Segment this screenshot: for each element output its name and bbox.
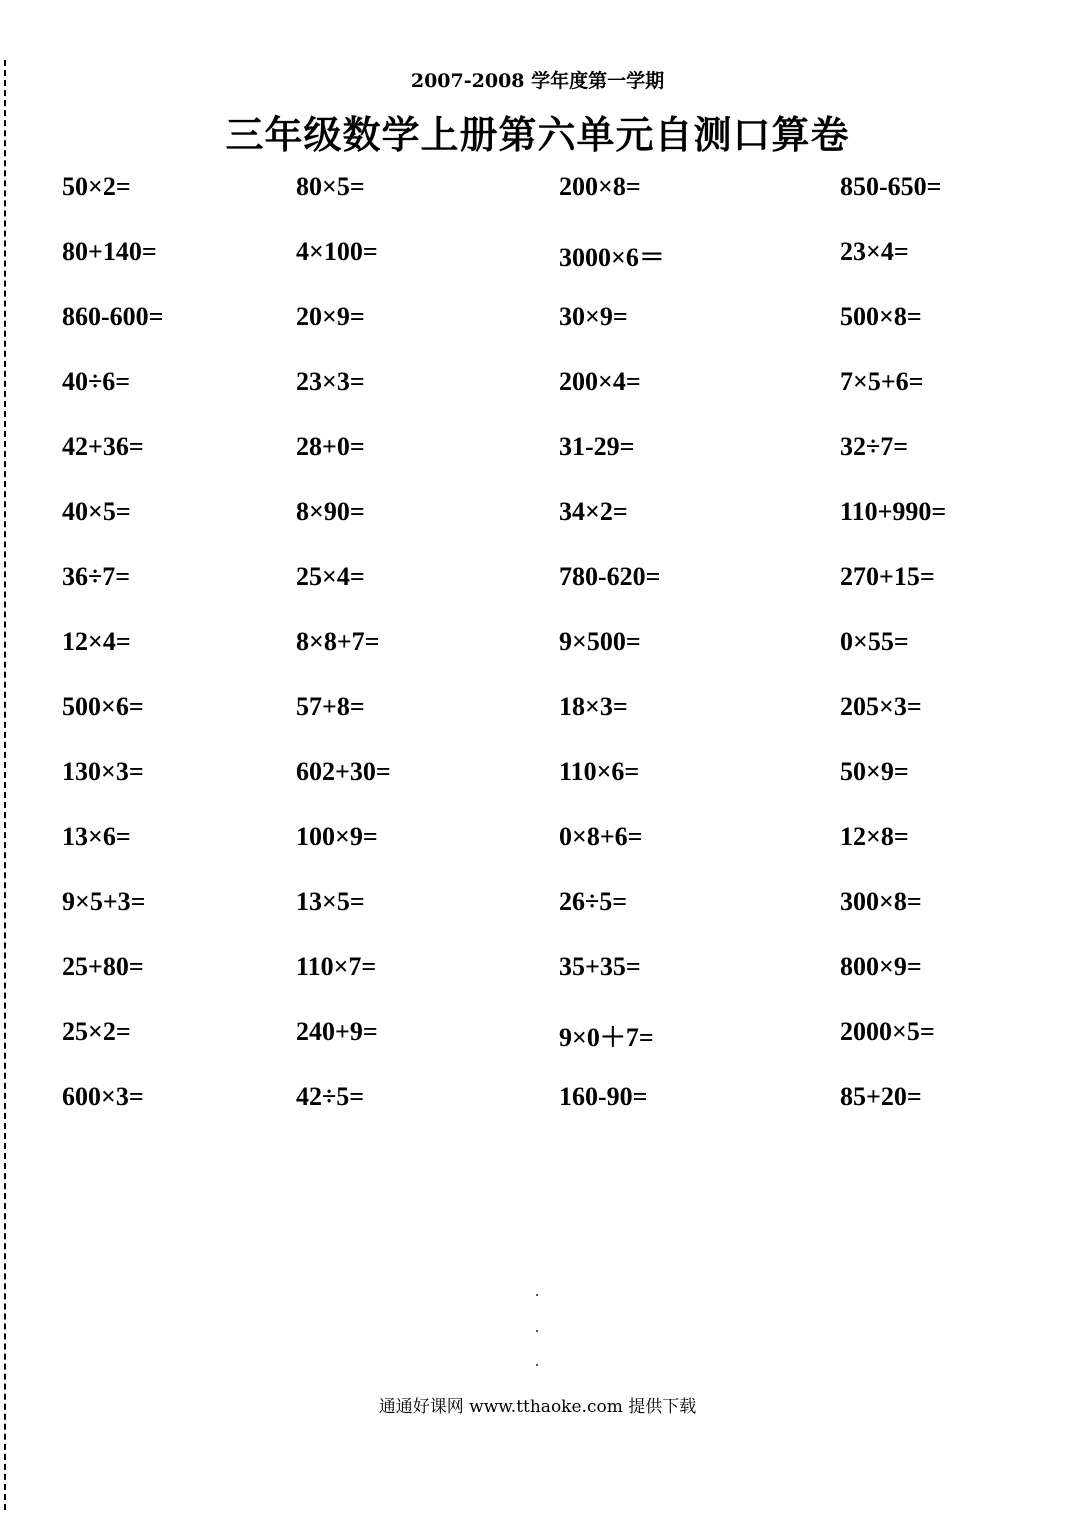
arithmetic-problem: 85+20= (840, 1082, 922, 1111)
problem-row (62, 952, 1062, 1017)
arithmetic-problem: 80×5= (296, 172, 365, 201)
problem-row (62, 367, 1062, 432)
arithmetic-problem: 100×9= (296, 822, 378, 851)
arithmetic-problem: 780-620= (559, 562, 661, 591)
arithmetic-problem: 42÷5= (296, 1082, 365, 1111)
arithmetic-problem: 300×8= (840, 887, 922, 916)
problem-row (62, 887, 1062, 952)
arithmetic-problem: 8×8+7= (296, 627, 380, 656)
arithmetic-problem: 23×3= (296, 367, 365, 396)
arithmetic-problem: 32÷7= (840, 432, 909, 461)
arithmetic-problem: 160-90= (559, 1082, 648, 1111)
arithmetic-problem: 12×4= (62, 627, 131, 656)
arithmetic-problem: 18×3= (559, 692, 628, 721)
problem-row (62, 237, 1062, 302)
arithmetic-problem: 13×6= (62, 822, 131, 851)
worksheet-title: 三年级数学上册第六单元自测口算卷 (225, 113, 850, 157)
arithmetic-problem: 800×9= (840, 952, 922, 981)
arithmetic-problem: 35+35= (559, 952, 641, 981)
problem-row (62, 172, 1062, 237)
arithmetic-problem: 500×6= (62, 692, 144, 721)
arithmetic-problem: 3000×6＝ (559, 243, 665, 272)
arithmetic-problem: 200×8= (559, 172, 641, 201)
arithmetic-problem: 25+80= (62, 952, 144, 981)
arithmetic-problem: 130×3= (62, 757, 144, 786)
problem-row (62, 562, 1062, 627)
arithmetic-problem: 9×500= (559, 627, 641, 656)
arithmetic-problem: 12×8= (840, 822, 909, 851)
arithmetic-problem: 28+0= (296, 432, 365, 461)
arithmetic-problem: 110×6= (559, 757, 640, 786)
problem-row (62, 432, 1062, 497)
arithmetic-problem: 500×8= (840, 302, 922, 331)
dashed-cut-line (4, 60, 6, 1510)
problem-row (62, 1017, 1062, 1082)
arithmetic-problem: 40÷6= (62, 367, 131, 396)
arithmetic-problem: 30×9= (559, 302, 628, 331)
arithmetic-problem: 200×4= (559, 367, 641, 396)
arithmetic-problem: 240+9= (296, 1017, 378, 1046)
arithmetic-problem: 9×5+3= (62, 887, 146, 916)
arithmetic-problem: 600×3= (62, 1082, 144, 1111)
problem-row (62, 497, 1062, 562)
arithmetic-problem: 36÷7= (62, 562, 131, 591)
arithmetic-problem: 50×2= (62, 172, 131, 201)
arithmetic-problem: 110×7= (296, 952, 377, 981)
scan-speck (536, 1364, 538, 1366)
footer-credit: 通通好课网 www.tthaoke.com 提供下载 (378, 1397, 697, 1417)
problem-row (62, 692, 1062, 757)
arithmetic-problem: 8×90= (296, 497, 365, 526)
arithmetic-problem: 40×5= (62, 497, 131, 526)
arithmetic-problem: 26÷5= (559, 887, 628, 916)
problem-row (62, 627, 1062, 692)
arithmetic-problem: 205×3= (840, 692, 922, 721)
problem-row (62, 302, 1062, 367)
arithmetic-problem: 50×9= (840, 757, 909, 786)
arithmetic-problem: 80+140= (62, 237, 157, 266)
problem-grid (62, 172, 1062, 1147)
arithmetic-problem: 7×5+6= (840, 367, 924, 396)
arithmetic-problem: 850-650= (840, 172, 942, 201)
arithmetic-problem: 0×8+6= (559, 822, 643, 851)
arithmetic-problem: 34×2= (559, 497, 628, 526)
arithmetic-problem: 42+36= (62, 432, 144, 461)
problem-row (62, 822, 1062, 887)
arithmetic-problem: 860-600= (62, 302, 164, 331)
problem-row (62, 1082, 1062, 1147)
arithmetic-problem: 25×4= (296, 562, 365, 591)
arithmetic-problem: 110+990= (840, 497, 947, 526)
arithmetic-problem: 25×2= (62, 1017, 131, 1046)
arithmetic-problem: 13×5= (296, 887, 365, 916)
arithmetic-problem: 20×9= (296, 302, 365, 331)
problem-row (62, 757, 1062, 822)
arithmetic-problem: 9×0＋7= (559, 1023, 654, 1052)
arithmetic-problem: 2000×5= (840, 1017, 935, 1046)
arithmetic-problem: 602+30= (296, 757, 391, 786)
semester-heading: 2007-2008 学年度第一学期 (410, 70, 665, 92)
arithmetic-problem: 270+15= (840, 562, 935, 591)
scan-specks (536, 1290, 540, 1370)
arithmetic-problem: 23×4= (840, 237, 909, 266)
scan-speck (536, 1330, 538, 1332)
arithmetic-problem: 57+8= (296, 692, 365, 721)
arithmetic-problem: 4×100= (296, 237, 378, 266)
arithmetic-problem: 0×55= (840, 627, 909, 656)
scan-speck (536, 1294, 538, 1296)
arithmetic-problem: 31-29= (559, 432, 635, 461)
